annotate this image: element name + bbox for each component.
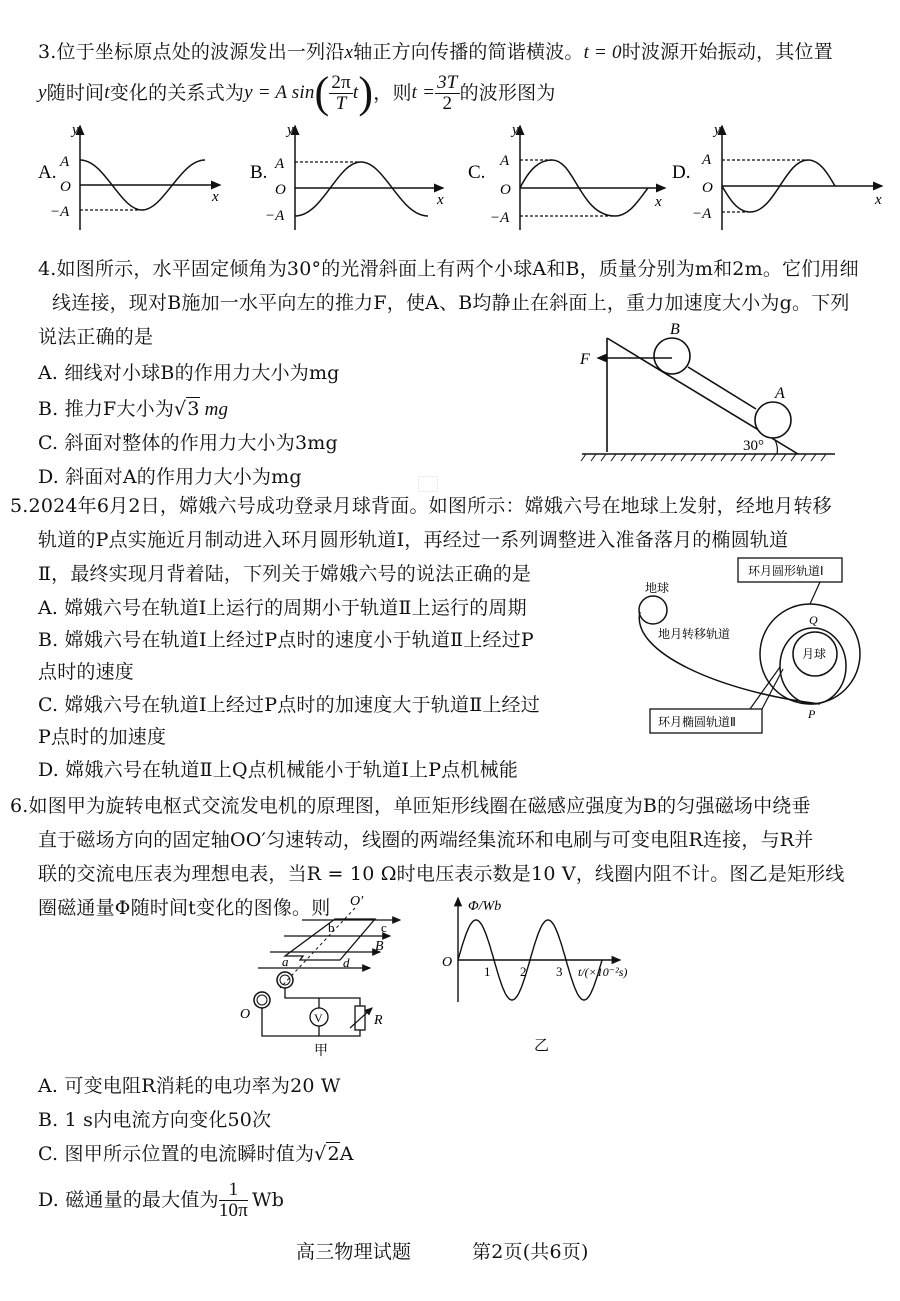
svg-text:A: A: [60, 154, 70, 170]
q5-option-a[interactable]: A. 嫦娥六号在轨道Ⅰ上运行的周期小于轨道Ⅱ上运行的周期: [38, 597, 527, 619]
svg-text:F: F: [580, 351, 590, 368]
svg-text:c: c: [381, 920, 387, 935]
svg-text:y: y: [512, 122, 519, 138]
wave-option-a[interactable]: [38, 122, 220, 230]
svg-text:D.: D.: [672, 162, 691, 183]
svg-text:y: y: [287, 122, 294, 138]
svg-text:a: a: [282, 954, 289, 969]
svg-text:−A: −A: [265, 208, 285, 224]
q6-generator-figure: [240, 890, 420, 1060]
wave-option-d[interactable]: [672, 122, 882, 230]
orbit-2-ellipse: [780, 628, 846, 704]
x-tick-1: 1: [484, 964, 491, 979]
svg-text:O: O: [240, 1007, 251, 1022]
svg-text:P: P: [808, 707, 816, 721]
q3-line2: y 随时间 t 变化的关系式为 y = A sin ( $\frac{2\pi}{T}$ t ) ，则 t = $\frac{3T}{2}$ 的波形图为: [38, 68, 556, 117]
q6-line4: 圈磁通量Φ随时间t变化的图像。则: [38, 897, 331, 919]
slip-ring-2: [254, 992, 270, 1008]
q6-line3: 联的交流电压表为理想电表，当R = 10 Ω时电压表示数是10 V，线圈内阻不计。图乙是矩形线: [38, 863, 845, 885]
q5-line1: 5.2024年6月2日，嫦娥六号成功登录月球背面。如图所示：嫦娥六号在地球上发射，经地月转移: [10, 495, 832, 517]
q5-option-c[interactable]: C. 嫦娥六号在轨道Ⅰ上经过P点时的加速度大于轨道Ⅱ上经过: [38, 694, 540, 716]
svg-text:O: O: [442, 955, 453, 970]
svg-text:O: O: [500, 182, 511, 198]
q4-line2: 线连接，现对B施加一水平向左的推力F，使A、B均静止在斜面上，重力加速度大小为g。下列: [52, 292, 850, 314]
svg-text:30°: 30°: [743, 438, 764, 454]
ball-b: [654, 338, 690, 374]
q4-line1: 4.如图所示，水平固定倾角为30°的光滑斜面上有两个小球A和B，质量分别为m和2m。它们用细: [38, 258, 859, 280]
flux-max-fraction: $\frac{1}{10\pi}$: [218, 1178, 249, 1221]
svg-text:d: d: [343, 955, 350, 970]
svg-text:b: b: [328, 920, 335, 935]
x-tick-2: 2: [520, 964, 527, 979]
q5-option-b-cont: 点时的速度: [38, 661, 135, 683]
watermark-icon: [418, 476, 438, 492]
q3-wave-options: [30, 118, 880, 238]
footer-page: 第2页(共6页): [472, 1241, 589, 1263]
svg-text:地球: 地球: [645, 581, 670, 595]
x-tick-3: 3: [556, 964, 563, 979]
svg-text:A: A: [500, 153, 510, 169]
q4-option-b[interactable]: B. 推力F大小为√3 mg: [38, 398, 229, 420]
q6-option-c[interactable]: C. 图甲所示位置的电流瞬时值为√2A: [38, 1143, 354, 1165]
svg-text:A: A: [702, 152, 712, 168]
time-fraction: $\frac{3T}{2}$: [437, 71, 458, 114]
q4-option-d[interactable]: D. 斜面对A的作用力大小为mg: [38, 466, 302, 488]
q5-orbit-figure: [620, 552, 900, 752]
svg-text:−A: −A: [692, 206, 712, 222]
svg-text:A: A: [275, 156, 285, 172]
svg-text:环月圆形轨道Ⅰ: 环月圆形轨道Ⅰ: [748, 564, 824, 578]
svg-text:A.: A.: [38, 162, 57, 183]
q5-option-d[interactable]: D. 嫦娥六号在轨道Ⅱ上Q点机械能小于轨道Ⅰ上P点机械能: [38, 759, 519, 781]
svg-text:地月转移轨道: 地月转移轨道: [658, 627, 731, 641]
svg-text:x: x: [655, 194, 662, 210]
svg-text:x: x: [875, 192, 882, 208]
q3-line1: 3.位于坐标原点处的波源发出一列沿x轴正方向传播的简谐横波。t = 0时波源开始振动，其位置: [38, 41, 833, 63]
svg-text:O: O: [702, 180, 713, 196]
q4-option-c[interactable]: C. 斜面对整体的作用力大小为3mg: [38, 432, 338, 454]
formula-fraction: $\frac{2\pi}{T}$: [331, 71, 351, 114]
svg-text:C.: C.: [468, 162, 486, 183]
svg-text:y: y: [72, 122, 79, 138]
q6-option-b[interactable]: B. 1 s内电流方向变化50次: [38, 1109, 272, 1131]
svg-text:B: B: [375, 939, 384, 954]
svg-text:y: y: [714, 122, 721, 138]
resistor: [355, 1006, 365, 1030]
q5-line2: 轨道的P点实施近月制动进入环月圆形轨道Ⅰ，再经过一系列调整进入准备落月的椭圆轨道: [38, 529, 789, 551]
svg-text:R: R: [374, 1013, 383, 1028]
slip-ring-1: [277, 972, 293, 988]
svg-text:t/(×10⁻²s): t/(×10⁻²s): [578, 965, 628, 979]
svg-text:环月椭圆轨道Ⅱ: 环月椭圆轨道Ⅱ: [658, 715, 736, 729]
svg-text:x: x: [437, 192, 444, 208]
q6-line1: 6.如图甲为旋转电枢式交流发电机的原理图，单匝矩形线圈在磁感应强度为B的匀强磁场中绕垂: [10, 795, 811, 817]
wave-option-c[interactable]: [468, 122, 665, 230]
q4-option-a[interactable]: A. 细线对小球B的作用力大小为mg: [38, 362, 340, 384]
svg-text:O′: O′: [350, 894, 364, 909]
svg-text:−A: −A: [490, 210, 510, 226]
footer-subject: 高三物理试题: [296, 1241, 412, 1263]
q4-incline-figure: [570, 320, 850, 470]
svg-text:O: O: [275, 182, 286, 198]
ball-a: [755, 402, 791, 438]
q5-option-b[interactable]: B. 嫦娥六号在轨道Ⅰ上经过P点时的速度小于轨道Ⅱ上经过P: [38, 629, 534, 651]
svg-text:B.: B.: [250, 162, 268, 183]
q5-line3: Ⅱ，最终实现月背着陆，下列关于嫦娥六号的说法正确的是: [38, 563, 532, 585]
q4-line3: 说法正确的是: [38, 326, 154, 348]
svg-text:甲: 甲: [314, 1043, 328, 1059]
q6-flux-chart: [430, 890, 650, 1060]
svg-text:x: x: [212, 189, 219, 205]
wave-option-b[interactable]: [250, 122, 444, 230]
svg-text:B: B: [670, 321, 680, 338]
q6-option-d[interactable]: D. 磁通量的最大值为 $\frac{1}{10\pi}$ Wb: [38, 1178, 285, 1221]
earth-circle: [639, 596, 667, 624]
svg-text:V: V: [314, 1011, 323, 1025]
svg-text:Q: Q: [809, 613, 818, 627]
svg-text:乙: 乙: [534, 1036, 550, 1054]
q6-line2: 直于磁场方向的固定轴OO′匀速转动，线圈的两端经集流环和电刷与可变电阻R连接，与R并: [38, 829, 814, 851]
svg-text:Φ/Wb: Φ/Wb: [468, 899, 502, 914]
svg-text:O: O: [60, 179, 71, 195]
svg-text:−A: −A: [50, 204, 70, 220]
svg-text:月球: 月球: [802, 647, 827, 661]
q5-option-c-cont: P点时的加速度: [38, 726, 167, 748]
svg-text:A: A: [775, 385, 785, 402]
q6-option-a[interactable]: A. 可变电阻R消耗的电功率为20 W: [38, 1075, 341, 1097]
